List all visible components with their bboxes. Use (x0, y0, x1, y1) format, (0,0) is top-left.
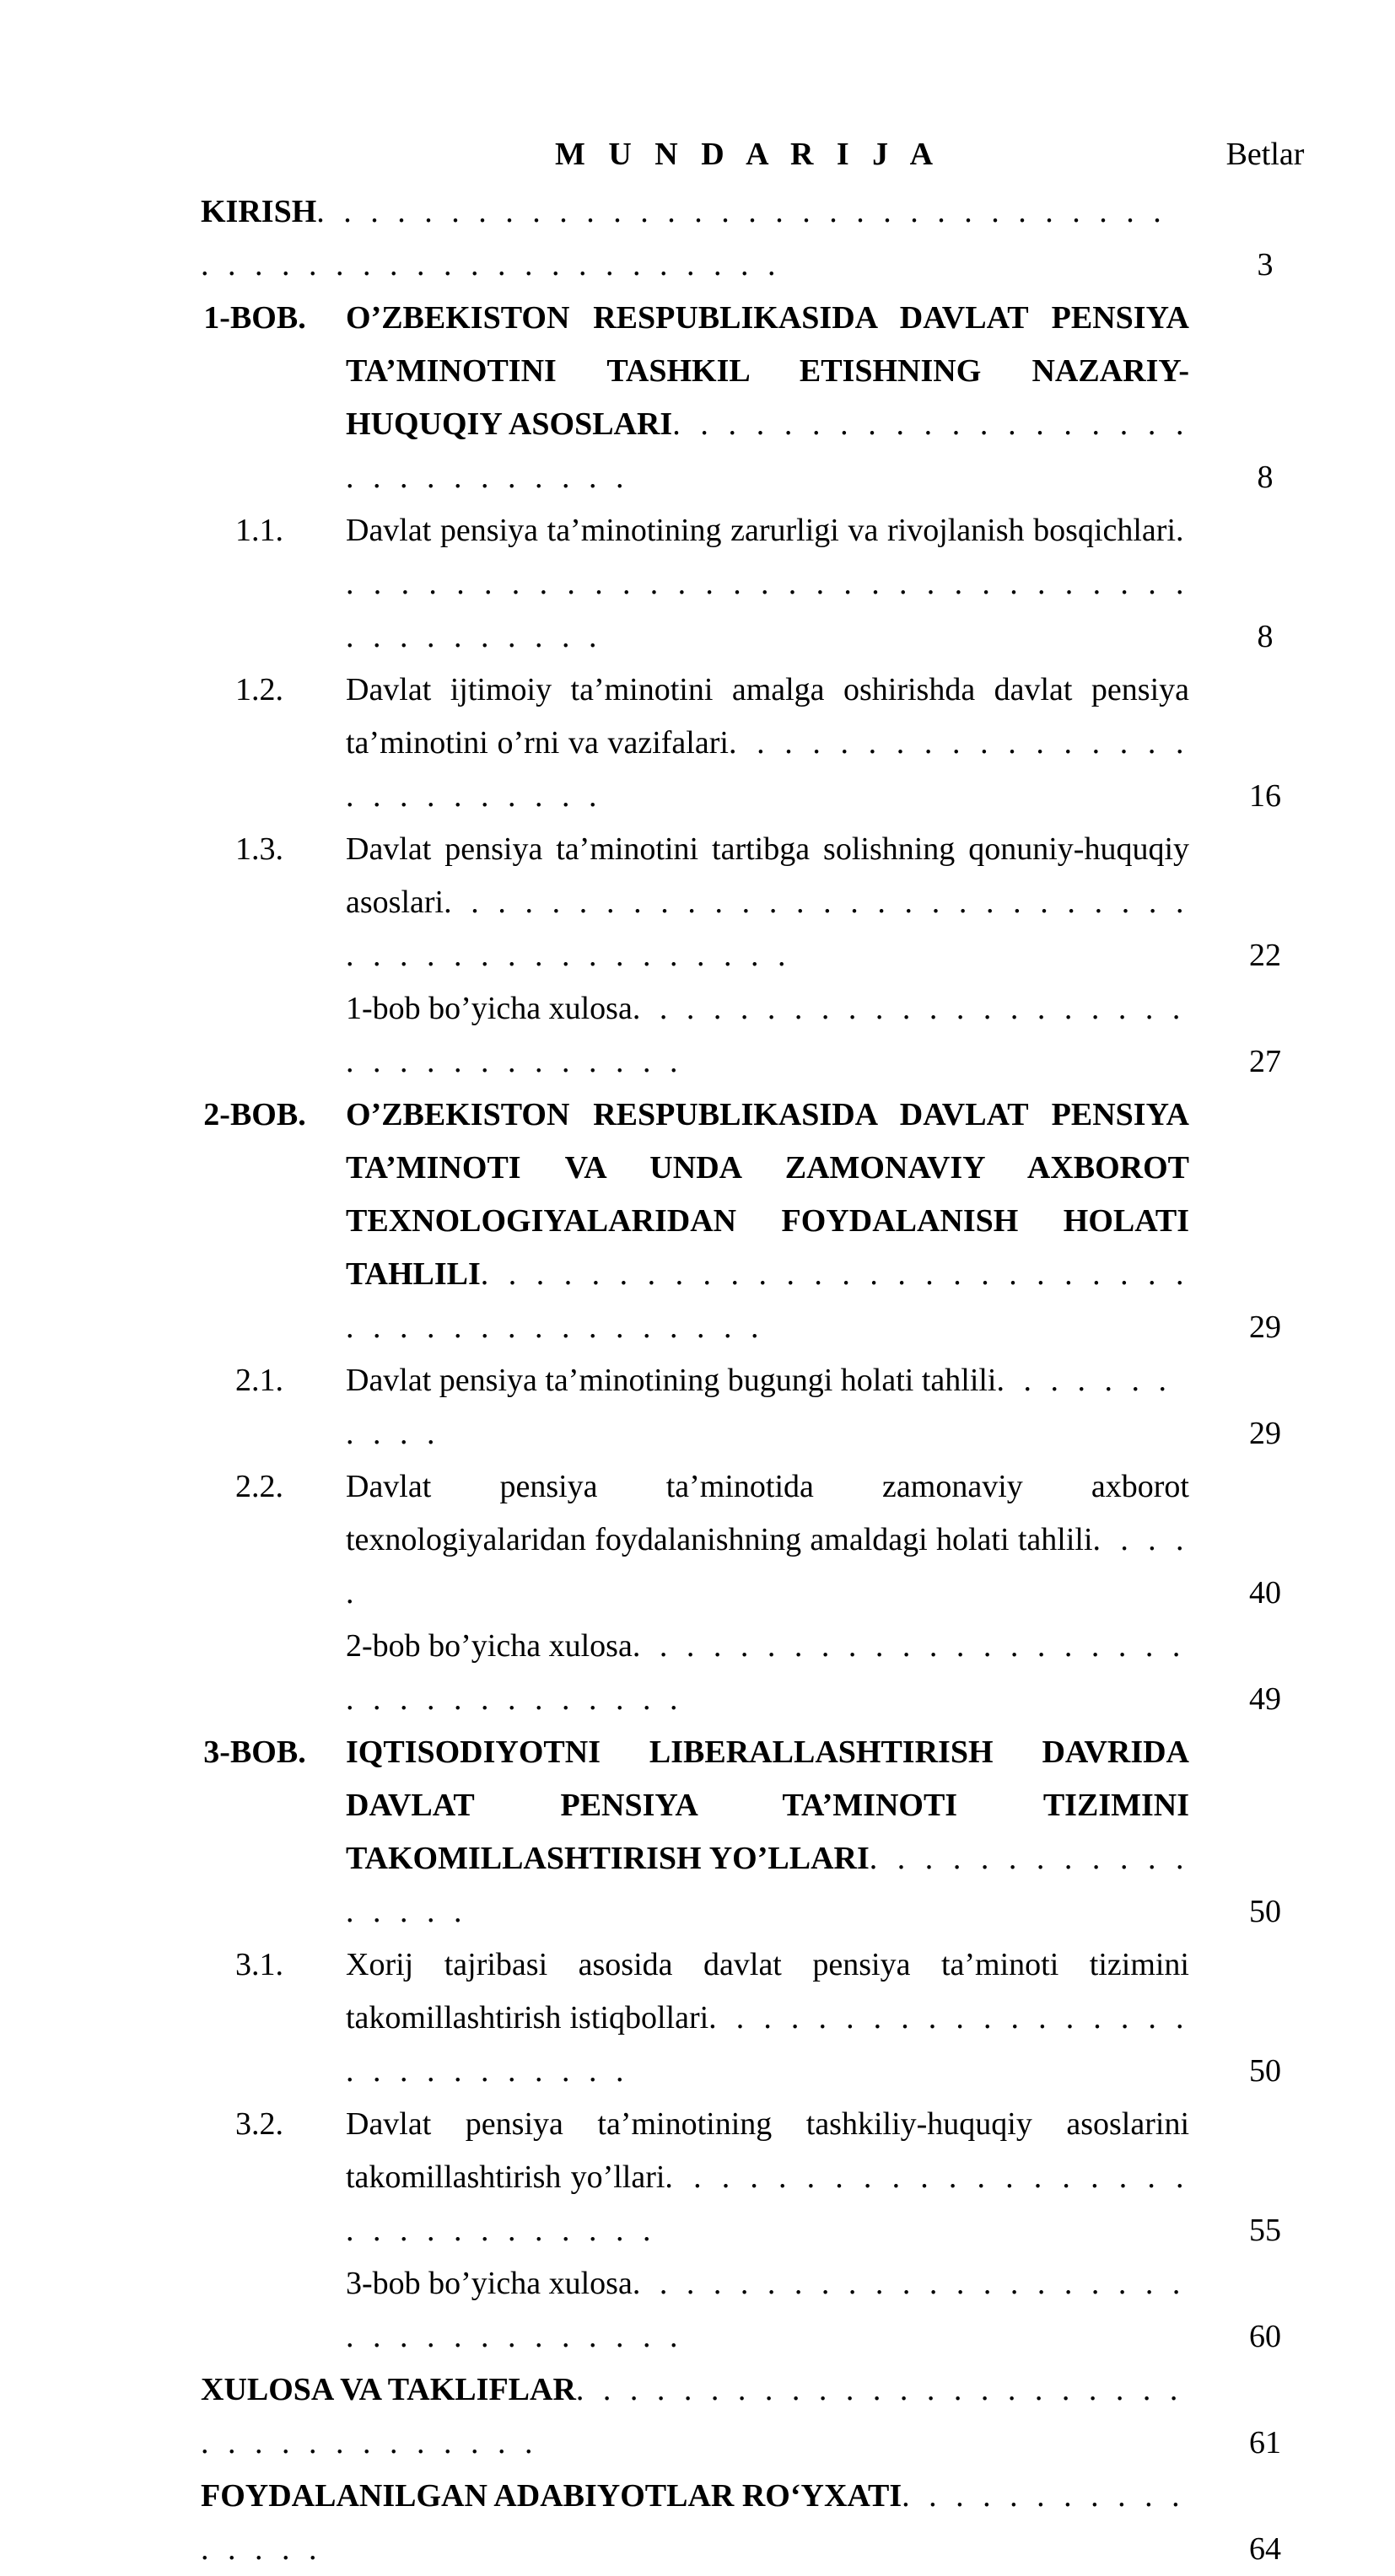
entry-page-number: 60 (1249, 2319, 1281, 2354)
entry-number: 1.1. (235, 513, 283, 548)
entry-number: 2.2. (235, 1469, 283, 1504)
leader-dots: . . . . . . . . . . . . . . . . . . . . . . . . . . . . . . . . . . . . . . . . . . (346, 1256, 1189, 1345)
entry-page-number: 49 (1249, 1681, 1281, 1717)
entry-title: Davlat pensiya ta’minotining bugungi holati tahlili (346, 1363, 997, 1398)
entry-text (346, 504, 1189, 664)
entry-text (201, 2470, 1189, 2576)
entry-title: 3-bob bo’yicha xulosa (346, 2266, 633, 2301)
entry-title: Davlat pensiya ta’minotida zamonaviy axborot texnologiyalaridan foydalanishning amaldagi holati tahlili (346, 1469, 1189, 1557)
entry-text (201, 2364, 1189, 2470)
entry-title: Davlat pensiya ta’minotini tartibga solishning qonuniy-huquqiy asoslari (346, 831, 1189, 920)
entry-number: 2-BOB. (203, 1097, 306, 1132)
entry-number: 2.1. (235, 1363, 283, 1398)
entry-page-number: 8 (1257, 619, 1274, 654)
entry-page-number: 29 (1249, 1416, 1281, 1451)
entry-page-number: 29 (1249, 1310, 1281, 1345)
entry-page-number: 61 (1249, 2425, 1281, 2460)
entry-number: 3.1. (235, 1947, 283, 1982)
entry-page-number: 50 (1249, 1894, 1281, 1929)
entry-number: 1-BOB. (203, 300, 306, 336)
toc-entry-chapter-2[interactable] (0, 1089, 1395, 1354)
toc-entry-summary-2[interactable] (0, 1620, 1395, 1726)
entry-title: 1-bob bo’yicha xulosa (346, 991, 633, 1026)
entry-title: XULOSA VA TAKLIFLAR (201, 2372, 576, 2407)
toc-entry-section-2-2[interactable] (0, 1460, 1395, 1620)
toc-entry-chapter-1[interactable] (0, 292, 1395, 504)
entry-page-number: 8 (1257, 460, 1274, 495)
toc-list (0, 186, 1395, 2576)
toc-entry-section-2-1[interactable] (0, 1354, 1395, 1460)
entry-title: Davlat pensiya ta’minotining tashkiliy-huquqiy asoslarini takomillashtirish yo’llari (346, 2106, 1189, 2195)
leader-dots: . . . . . . . . . . . . . . . . (201, 2478, 1186, 2567)
toc-title: M U N D A R I J A (555, 137, 941, 172)
entry-title: O’ZBEKISTON RESPUBLIKASIDA DAVLAT PENSIYA TA’MINOTINI TASHKIL ETISHNING NAZARIY-HUQUQIY ASOSLARI (346, 300, 1189, 442)
entry-page-number: 40 (1249, 1575, 1281, 1611)
entry-text (346, 1460, 1189, 1620)
entry-title: O’ZBEKISTON RESPUBLIKASIDA DAVLAT PENSIYA TA’MINOTI VA UNDA ZAMONAVIY AXBOROT TEXNOLOGIYALARIDAN FOYDALANISH HOLATI TAHLILI (346, 1097, 1189, 1292)
toc-entry-references[interactable] (0, 2470, 1395, 2576)
toc-entry-chapter-3[interactable] (0, 1726, 1395, 1939)
leader-dots: . . . . . . . . . . . . . . . . . . . . . . . . . . . . . . . . . . (346, 991, 1186, 1079)
entry-title: KIRISH (201, 194, 317, 229)
toc-entry-kirish[interactable] (0, 186, 1395, 292)
leader-dots: . . . . . . . . . . . . . . . . . . . . . . . . . . . . . . . . . . . . (201, 2372, 1183, 2460)
toc-entry-conclusions[interactable] (0, 2364, 1395, 2470)
leader-dots: . . . . . . . . . . . . . . . . . (346, 1841, 1189, 1929)
toc-entry-summary-3[interactable] (0, 2257, 1395, 2364)
entry-text (346, 2098, 1189, 2257)
leader-dots: . . . . . . . . . . . . . . . . . . . . . . . . . . . . . . . . . . . . . . . . . . . . . . . . . . . . . . (201, 194, 1167, 282)
entry-page-number: 3 (1257, 247, 1274, 282)
entry-page-number: 55 (1249, 2213, 1281, 2248)
leader-dots: . . . . . . . . . . . . . . . . . . . . . . . . . . . . . . . . . . (346, 1628, 1186, 1717)
toc-entry-section-1-1[interactable] (0, 504, 1395, 664)
entry-page-number: 50 (1249, 2053, 1281, 2089)
entry-number: 1.3. (235, 831, 283, 867)
leader-dots: . . . . . . . . . . . . . . . . . . . . . . . . . . . . . (346, 2000, 1189, 2089)
page-column-label: Betlar (1225, 137, 1305, 172)
toc-entry-section-1-2[interactable] (0, 664, 1395, 823)
leader-dots: . . . . . . . . . . . . . . . . . . . . . . . . . . . . . . . . . . (346, 2266, 1186, 2354)
entry-text (346, 664, 1189, 823)
entry-title: Davlat pensiya ta’minotining zarurligi va rivojlanish bosqichlari (346, 513, 1176, 548)
entry-page-number: 16 (1249, 778, 1281, 814)
toc-entry-section-3-2[interactable] (0, 2098, 1395, 2257)
entry-title: IQTISODIYOTNI LIBERALLASHTIRISH DAVRIDA DAVLAT PENSIYA TA’MINOTI TIZIMINI TAKOMILLASHTIRISH YO’LLARI (346, 1734, 1189, 1876)
entry-text (201, 186, 1189, 292)
leader-dots: . . . . . . . . . . . (346, 1363, 1172, 1451)
entry-page-number: 64 (1249, 2531, 1281, 2567)
entry-number: 3-BOB. (203, 1734, 306, 1770)
leader-dots: . . . . . . . . . . . . . . . . . . . . . . . . . . . . . . . . . . . . . . . . . . (346, 513, 1189, 654)
entry-title: FOYDALANILGAN ADABIYOTLAR RO‘YXATI (201, 2478, 902, 2514)
entry-title: 2-bob bo’yicha xulosa (346, 1628, 633, 1664)
leader-dots: . . . . . (346, 1522, 1189, 1611)
leader-dots: . . . . . . . . . . . . . . . . . . . . . . . . . . . . . . . (346, 2159, 1189, 2248)
entry-number: 3.2. (235, 2106, 283, 2142)
entry-number: 1.2. (235, 672, 283, 707)
entry-text (346, 1620, 1189, 1726)
leader-dots: . . . . . . . . . . . . . . . . . . . . . . . . . . . . . . (346, 406, 1189, 495)
entry-text (346, 2257, 1189, 2364)
entry-title: Xorij tajribasi asosida davlat pensiya ta’minoti tizimini takomillashtirish istiqbollari (346, 1947, 1189, 2036)
entry-text (346, 982, 1189, 1089)
entry-text (346, 1939, 1189, 2098)
entry-text (346, 1354, 1189, 1460)
entry-text (346, 823, 1189, 982)
entry-page-number: 22 (1249, 938, 1281, 973)
leader-dots: . . . . . . . . . . . . . . . . . . . . . . . . . . . (346, 725, 1189, 814)
toc-entry-summary-1[interactable] (0, 982, 1395, 1089)
toc-header (0, 133, 1395, 175)
toc-entry-section-1-3[interactable] (0, 823, 1395, 982)
entry-text (346, 292, 1189, 504)
leader-dots: . . . . . . . . . . . . . . . . . . . . . . . . . . . . . . . . . . . . . . . . . . . . . (346, 885, 1189, 973)
entry-title: Davlat ijtimoiy ta’minotini amalga oshirishda davlat pensiya ta’minotini o’rni va vazifalari (346, 672, 1189, 761)
toc-entry-section-3-1[interactable] (0, 1939, 1395, 2098)
entry-page-number: 27 (1249, 1044, 1281, 1079)
entry-text (346, 1089, 1189, 1354)
entry-text (346, 1726, 1189, 1939)
